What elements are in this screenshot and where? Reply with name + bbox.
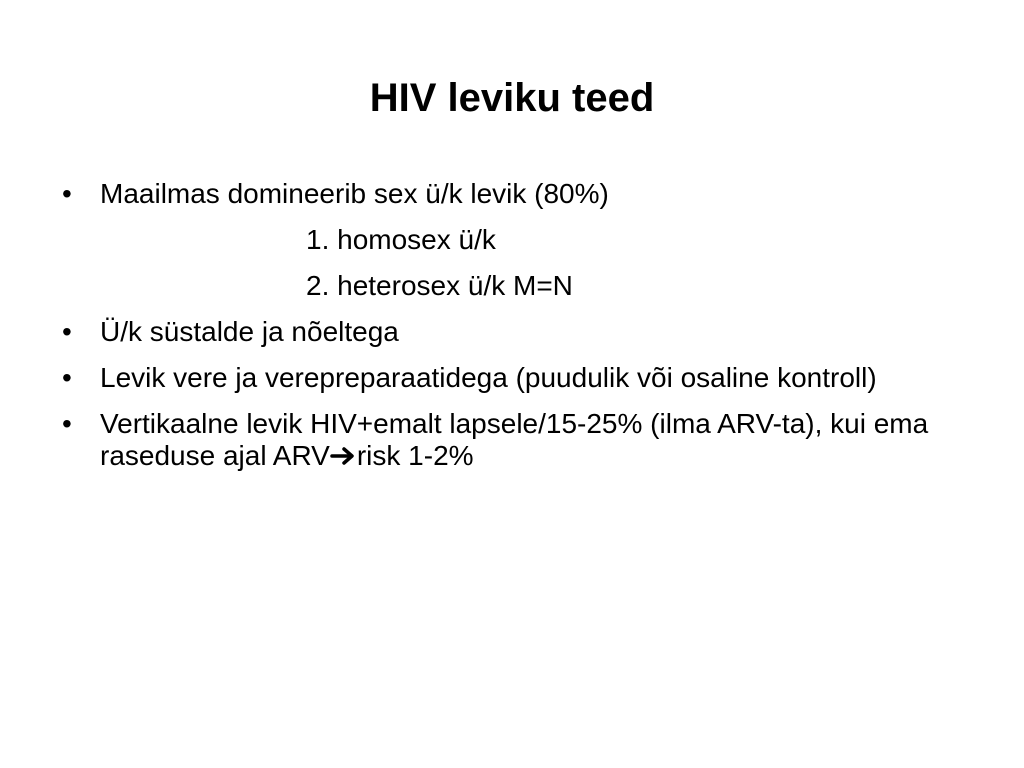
bullet-text-before-arrow: Vertikaalne levik HIV+emalt lapsele/15-25% (ilma ARV-ta), kui ema raseduse ajal ARV: [100, 408, 929, 471]
bullet-marker: •: [62, 362, 72, 393]
bullet-item: [62, 362, 942, 394]
sub-line: 2. heterosex ü/k M=N: [306, 270, 573, 301]
bullet-marker: •: [62, 316, 72, 347]
bullet-text: Ü/k süstalde ja nõeltega: [100, 316, 399, 347]
sub-line: 1. homosex ü/k: [306, 224, 496, 255]
bullet-marker: •: [62, 408, 72, 439]
bullet-text-after-arrow: risk 1-2%: [356, 440, 474, 471]
bullet-item: [62, 408, 942, 472]
slide-title: HIV leviku teed: [369, 76, 655, 120]
bullet-text: Maailmas domineerib sex ü/k levik (80%): [100, 178, 609, 209]
bullet-item: [62, 316, 942, 348]
bullet-list: [62, 178, 942, 486]
bullet-text-with-arrow: [100, 408, 942, 472]
right-arrow-icon: [330, 442, 357, 464]
bullet-text: Levik vere ja verepreparaatidega (puudulik või osaline kontroll): [100, 362, 877, 393]
bullet-item: [62, 178, 942, 302]
bullet-marker: •: [62, 178, 72, 209]
